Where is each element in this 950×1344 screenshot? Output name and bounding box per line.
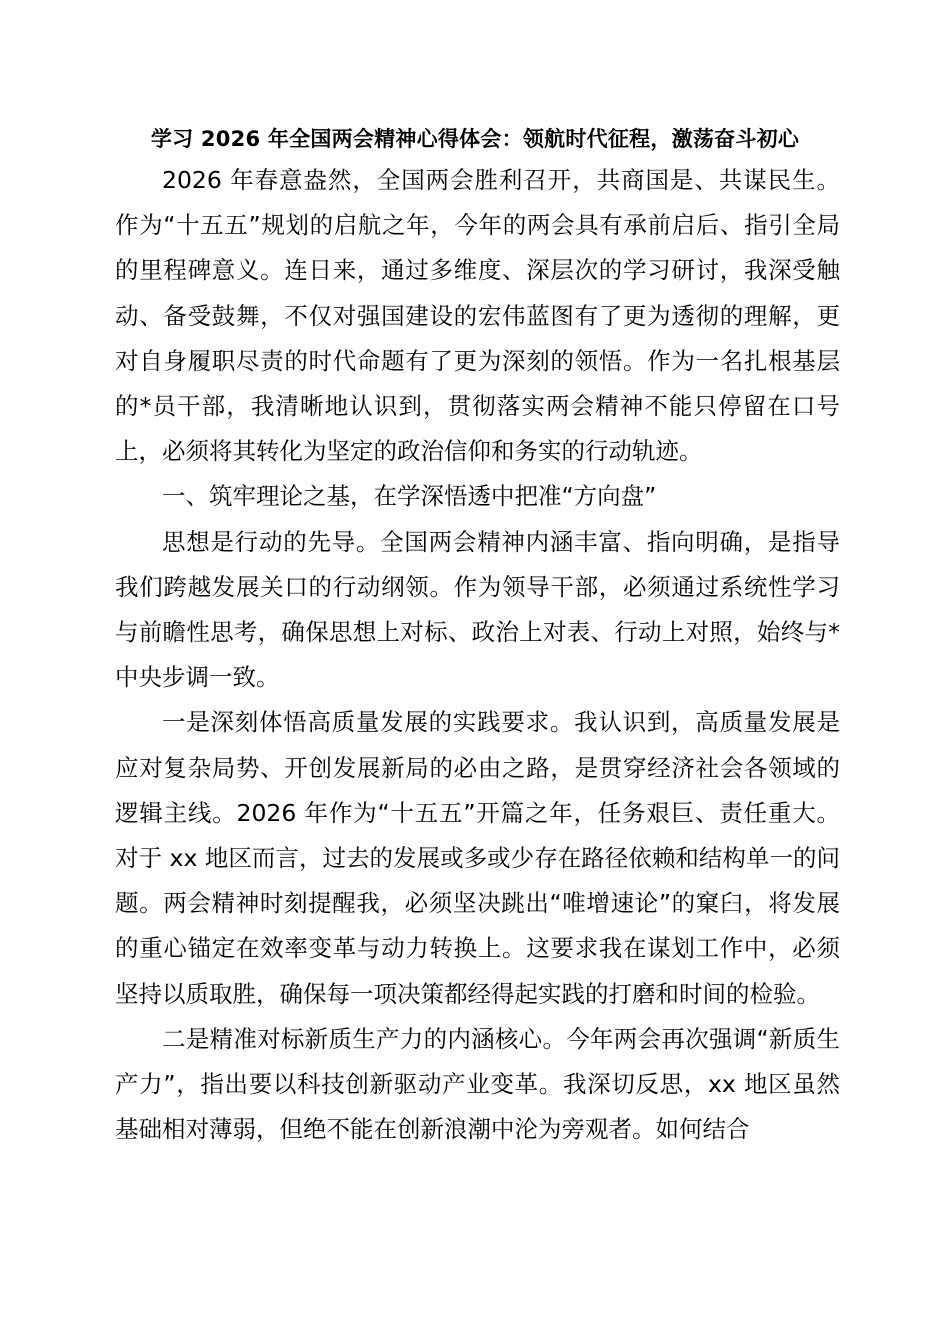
intro-paragraph: 2026 年春意盎然，全国两会胜利召开，共商国是、共谋民生。作为“十五五”规划的启航之年，今年的两会具有承前启后、指引全局的里程碑意义。连日来，通过多维度、深层次的学习研讨，我深受触动、备受鼓舞，不仅对强国建设的宏伟蓝图有了更为透彻的理解，更对自身履职尽责的时代命题有了更为深刻的领悟。作为一名扎根基层的*员干部，我清晰地认识到，贯彻落实两会精神不能只停留在口号上，必须将其转化为坚定的政治信仰和务实的行动轨迹。 <box>115 166 840 466</box>
document-body <box>115 158 840 1152</box>
section-1-paragraph: 思想是行动的先导。全国两会精神内涵丰富、指向明确，是指导我们跨越发展关口的行动纲领。作为领导干部，必须通过系统性学习与前瞻性思考，确保思想上对标、政治上对表、行动上对照，始终与*中央步调一致。 <box>115 527 840 692</box>
section-heading-1: 一、筑牢理论之基，在学深悟透中把准“方向盘” <box>162 482 657 511</box>
point-1-paragraph: 一是深刻体悟高质量发展的实践要求。我认识到，高质量发展是应对复杂局势、开创发展新局的必由之路，是贯穿经济社会各领域的逻辑主线。2026 年作为“十五五”开篇之年，任务艰巨、责任重大。对于 xx 地区而言，过去的发展或多或少存在路径依赖和结构单一的问题。两会精神时刻提醒我，必须坚决跳出“唯增速论”的窠臼，将发展的重心锚定在效率变革与动力转换上。这要求我在谋划工作中，必须坚持以质取胜，确保每一项决策都经得起实践的打磨和时间的检验。 <box>115 708 840 1008</box>
point-2-paragraph: 二是精准对标新质生产力的内涵核心。今年两会再次强调“新质生产力”，指出要以科技创新驱动产业变革。我深切反思，xx 地区虽然基础相对薄弱，但绝不能在创新浪潮中沦为旁观者。如何结合 <box>115 1024 840 1144</box>
document-title: 学习 2026 年全国两会精神心得体会：领航时代征程，激荡奋斗初心 <box>150 127 800 151</box>
